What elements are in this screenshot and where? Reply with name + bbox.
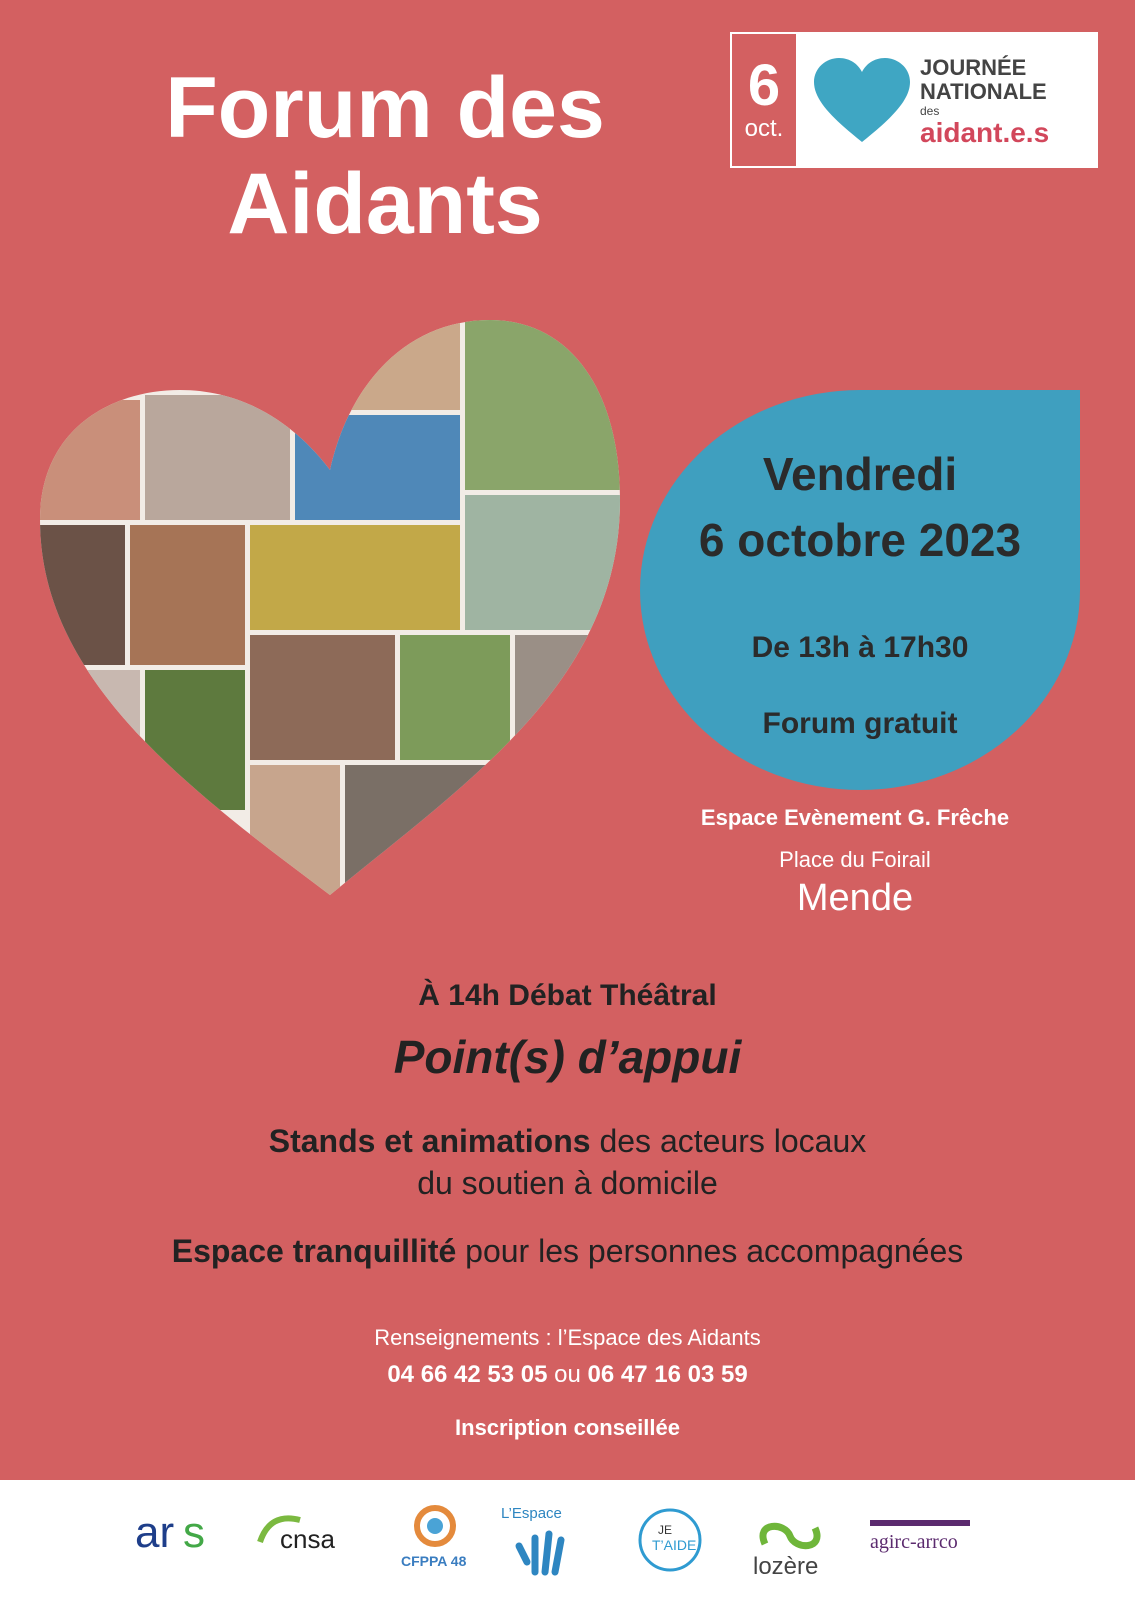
svg-text:CFPPA 48: CFPPA 48 [401, 1553, 467, 1569]
venue-place: Place du Foirail [779, 847, 931, 872]
event-price: Forum gratuit [762, 707, 958, 740]
svg-text:cnsa: cnsa [280, 1524, 335, 1554]
venue-city: Mende [796, 877, 914, 919]
badge-line-4: aidant.e.s [920, 117, 1050, 148]
title-line-2: Aidants [227, 156, 543, 252]
svg-text:s: s [183, 1508, 205, 1557]
svg-text:agirc-arrco: agirc-arrco [870, 1531, 958, 1553]
event-weekday: Vendredi [762, 448, 958, 500]
event-hours: De 13h à 17h30 [751, 631, 969, 664]
venue-name: Espace Evènement G. Frêche [700, 805, 1010, 830]
space-line [0, 1232, 1135, 1270]
stands-rest: des acteurs locaux [590, 1123, 867, 1159]
svg-text:JE: JE [658, 1523, 673, 1537]
ars-logo [120, 1502, 230, 1582]
badge-line-1: JOURNÉE [920, 55, 1027, 80]
badge-line-3: des [920, 104, 940, 118]
badge-text [920, 56, 1049, 148]
national-day-badge [730, 32, 1098, 168]
partner-logos-bar [0, 1480, 1135, 1600]
stands-bold: Stands et animations [268, 1123, 591, 1159]
badge-date [730, 32, 798, 168]
page-title [60, 60, 710, 252]
phone-or: ou [547, 1361, 588, 1388]
stands-line [0, 1122, 1135, 1160]
je-taide-logo [615, 1502, 725, 1582]
badge-month: oct. [744, 115, 784, 142]
phone-1[interactable]: 04 66 42 53 05 [387, 1361, 548, 1388]
contact-info: Renseignements : l’Espace des Aidants [374, 1325, 761, 1350]
svg-text:lozère: lozère [753, 1553, 819, 1580]
heart-logo-icon [812, 56, 912, 144]
contact-phones [0, 1360, 1135, 1390]
registration-note: Inscription conseillée [455, 1415, 680, 1440]
svg-text:T’AIDE: T’AIDE [652, 1537, 697, 1553]
lozere-logo [735, 1502, 845, 1582]
play-title: Point(s) d’appui [393, 1031, 742, 1083]
agirc-arrco-logo [860, 1502, 970, 1582]
debate-line: À 14h Débat Théâtral [418, 979, 717, 1012]
svg-text:ar: ar [135, 1508, 175, 1557]
svg-text:L’Espace: L’Espace [501, 1505, 562, 1522]
badge-day: 6 [747, 53, 781, 118]
badge-line-2: NATIONALE [920, 79, 1047, 104]
title-line-1: Forum des [165, 60, 605, 156]
phone-2[interactable]: 06 47 16 03 59 [587, 1361, 748, 1388]
heart-photo-collage [30, 320, 630, 900]
space-rest: pour les personnes accompagnées [456, 1233, 964, 1269]
stands-line-2: du soutien à domicile [417, 1165, 718, 1201]
space-bold: Espace tranquillité [171, 1233, 457, 1269]
cnsa-logo [250, 1502, 360, 1582]
cfppa-logo [380, 1502, 490, 1582]
espace-aidants-logo [490, 1502, 600, 1582]
event-date: 6 octobre 2023 [698, 514, 1022, 566]
